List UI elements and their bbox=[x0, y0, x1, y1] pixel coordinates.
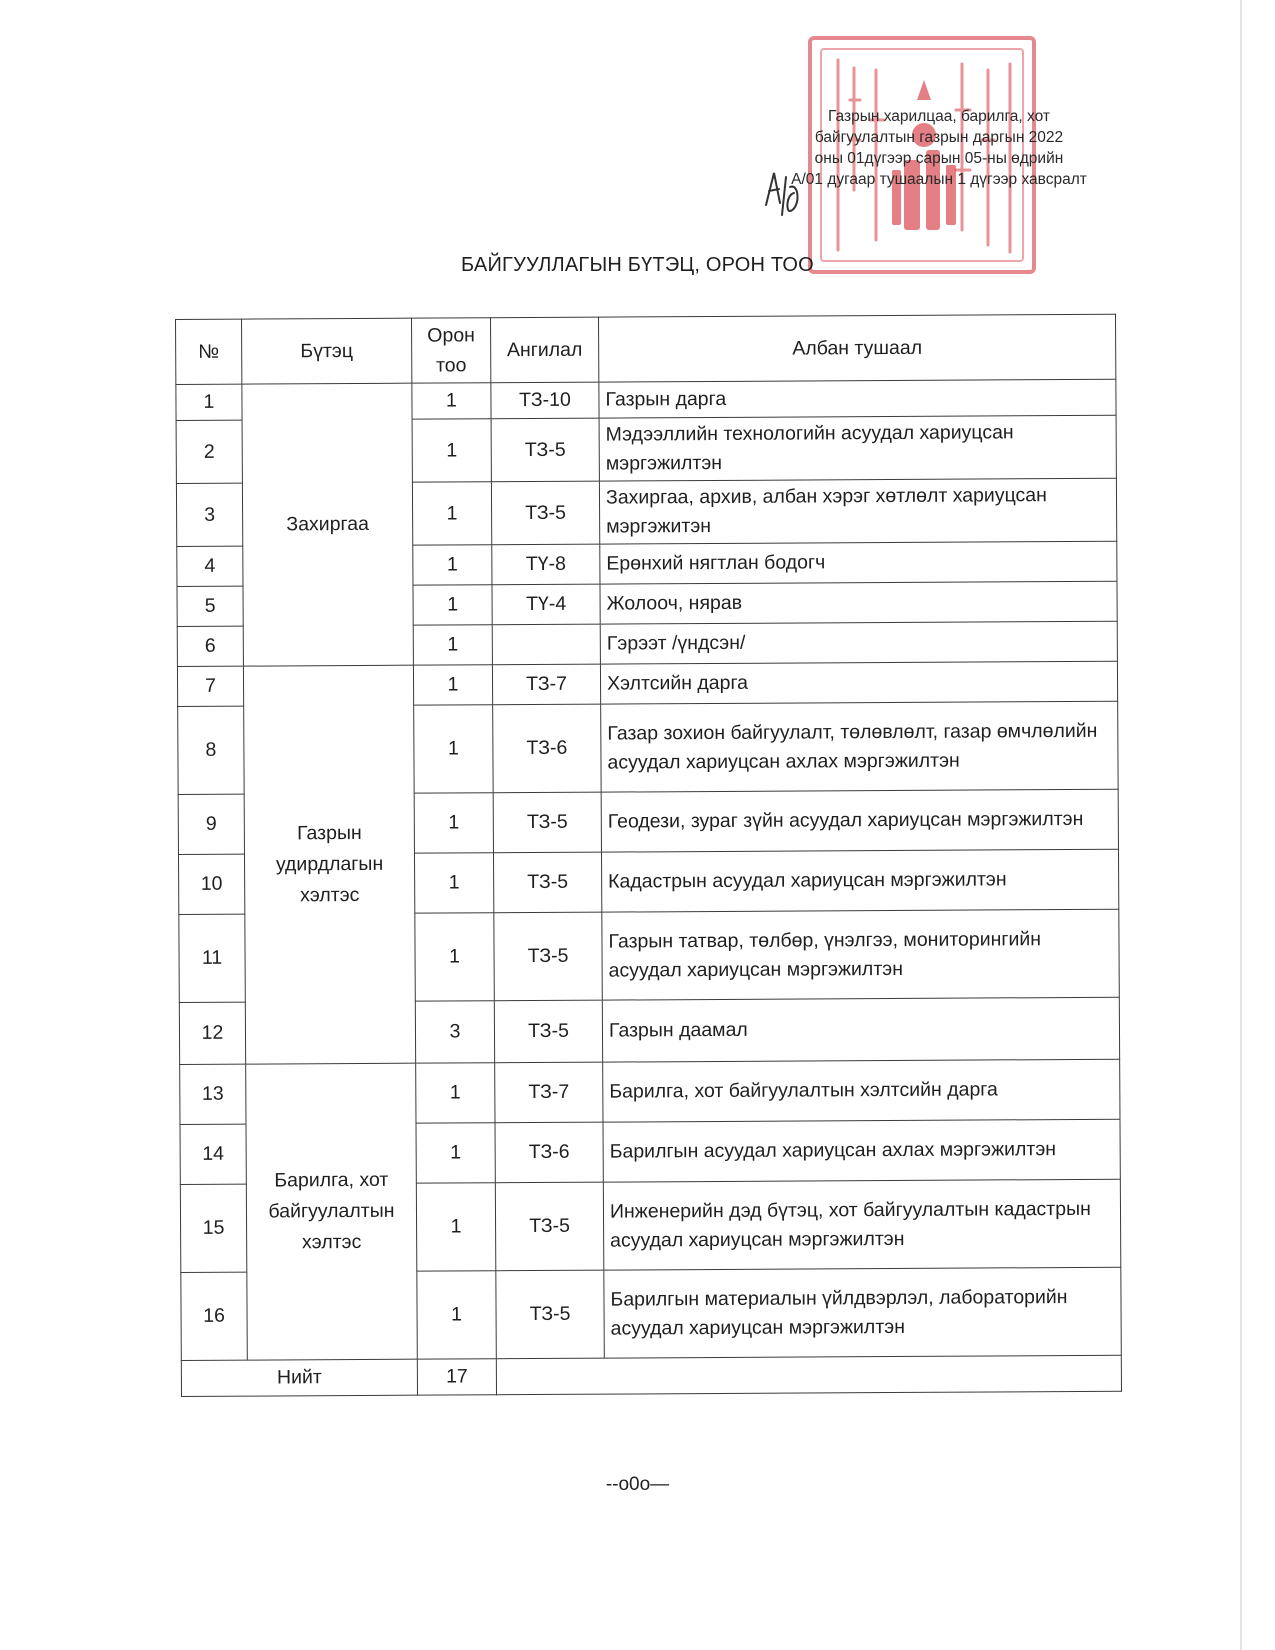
row-count: 1 bbox=[416, 1183, 495, 1271]
row-count: 1 bbox=[416, 1123, 495, 1183]
row-class: ТЗ-5 bbox=[493, 852, 601, 913]
row-count: 3 bbox=[415, 1001, 494, 1063]
row-class: ТЗ-6 bbox=[493, 704, 601, 793]
row-number: 15 bbox=[180, 1184, 246, 1272]
row-position: Газрын даамал bbox=[602, 997, 1119, 1062]
row-position: Жолооч, нярав bbox=[600, 581, 1117, 624]
row-class bbox=[492, 624, 600, 665]
row-number: 13 bbox=[180, 1064, 246, 1124]
header-class: Ангилал bbox=[490, 317, 598, 383]
row-class: ТҮ-4 bbox=[492, 584, 600, 625]
row-position: Хэлтсийн дарга bbox=[600, 661, 1117, 704]
row-class: ТЗ-5 bbox=[496, 1270, 604, 1359]
row-number: 2 bbox=[176, 420, 242, 483]
row-count: 1 bbox=[412, 482, 491, 545]
row-count: 1 bbox=[413, 545, 492, 585]
row-number: 1 bbox=[176, 384, 242, 420]
total-label: Нийт bbox=[181, 1359, 417, 1396]
row-count: 1 bbox=[413, 625, 492, 665]
row-class: ТЗ-7 bbox=[492, 664, 600, 705]
row-count: 1 bbox=[413, 665, 492, 705]
row-position: Барилгын асуудал хариуцсан ахлах мэргэжилтэн bbox=[603, 1119, 1120, 1182]
table-row bbox=[176, 379, 1116, 420]
row-position: Геодези, зураг зүйн асуудал хариуцсан мэргэжилтэн bbox=[601, 789, 1118, 852]
row-number: 6 bbox=[177, 626, 243, 666]
row-number: 5 bbox=[177, 586, 243, 626]
row-class: ТҮ-8 bbox=[492, 544, 600, 585]
unit-cell: Барилга, хот байгуулалтын хэлтэс bbox=[246, 1063, 418, 1360]
row-class: ТЗ-6 bbox=[495, 1122, 603, 1183]
header-unit: Бүтэц bbox=[242, 318, 412, 384]
row-number: 12 bbox=[179, 1002, 245, 1064]
annex-line: Газрын харилцаа, барилга, хот bbox=[828, 108, 1050, 125]
row-number: 16 bbox=[181, 1272, 247, 1360]
staff-structure-table bbox=[175, 314, 1122, 1397]
row-count: 1 bbox=[414, 853, 493, 913]
row-count: 1 bbox=[414, 793, 493, 853]
table-header-row bbox=[176, 314, 1116, 384]
unit-cell: Захиргаа bbox=[242, 383, 414, 666]
row-class: ТЗ-10 bbox=[491, 382, 599, 419]
row-number: 9 bbox=[178, 794, 244, 854]
header-position: Албан тушаал bbox=[598, 314, 1115, 382]
row-count: 1 bbox=[417, 1271, 496, 1359]
row-number: 8 bbox=[178, 706, 244, 794]
row-number: 3 bbox=[176, 483, 242, 546]
row-count: 1 bbox=[412, 383, 491, 419]
table-row bbox=[180, 1059, 1120, 1124]
row-position: Ерөнхий нягтлан бодогч bbox=[600, 541, 1117, 584]
row-count: 1 bbox=[413, 585, 492, 625]
row-position: Захиргаа, архив, албан хэрэг хөтлөлт хариуцсан мэргэжитэн bbox=[599, 478, 1116, 544]
row-class: ТЗ-5 bbox=[491, 418, 599, 482]
header-number: № bbox=[176, 319, 242, 384]
row-position: Газар зохион байгуулалт, төлөвлөлт, газар өмчлөлийн асуудал хариуцсан ахлах мэргэжилтэн bbox=[601, 701, 1118, 792]
annex-note bbox=[778, 106, 1100, 190]
row-count: 1 bbox=[415, 913, 494, 1001]
row-position: Мэдээллийн технологийн асуудал хариуцсан мэргэжилтэн bbox=[599, 415, 1116, 481]
row-class: ТЗ-5 bbox=[493, 792, 601, 853]
row-position: Газрын дарга bbox=[599, 379, 1116, 418]
row-number: 4 bbox=[177, 546, 243, 586]
scan-edge-line bbox=[1240, 0, 1242, 1650]
row-position: Барилгын материалын үйлдвэрлэл, лабораторийн асуудал хариуцсан мэргэжилтэн bbox=[604, 1267, 1121, 1358]
row-class: ТЗ-5 bbox=[495, 1182, 603, 1271]
row-position: Барилга, хот байгуулалтын хэлтсийн дарга bbox=[603, 1059, 1120, 1122]
row-number: 14 bbox=[180, 1124, 246, 1184]
total-empty-cell bbox=[496, 1355, 1121, 1394]
end-of-document-mark: --o0o— bbox=[605, 1474, 670, 1495]
row-count: 1 bbox=[416, 1063, 495, 1123]
row-count: 1 bbox=[412, 419, 491, 482]
handwritten-signature bbox=[760, 165, 820, 225]
row-class: ТЗ-7 bbox=[495, 1062, 603, 1123]
header-count: Орон тоо bbox=[411, 318, 490, 383]
document-title: БАЙГУУЛЛАГЫН БҮТЭЦ, ОРОН ТОО bbox=[461, 254, 814, 276]
row-class: ТЗ-5 bbox=[491, 481, 599, 545]
total-count: 17 bbox=[417, 1359, 496, 1395]
annex-line: А/01 дугаар тушаалын 1 дүгээр хавсралт bbox=[791, 171, 1087, 188]
row-number: 10 bbox=[178, 854, 244, 914]
row-number: 7 bbox=[177, 666, 243, 706]
row-class: ТЗ-5 bbox=[494, 1000, 602, 1063]
total-row bbox=[181, 1355, 1121, 1396]
row-position: Газрын татвар, төлбөр, үнэлгээ, мониторингийн асуудал хариуцсан мэргэжилтэн bbox=[602, 909, 1119, 1000]
row-position: Кадастрын асуудал хариуцсан мэргэжилтэн bbox=[601, 849, 1118, 912]
row-position: Гэрээт /үндсэн/ bbox=[600, 621, 1117, 664]
row-position: Инженерийн дэд бүтэц, хот байгуулалтын кадастрын асуудал хариуцсан мэргэжилтэн bbox=[603, 1179, 1120, 1270]
annex-line: оны 01дүгээр сарын 05-ны өдрийн bbox=[814, 150, 1064, 167]
annex-line: байгуулалтын газрын даргын 2022 bbox=[814, 129, 1064, 146]
row-number: 11 bbox=[179, 914, 245, 1002]
table-row bbox=[177, 661, 1117, 706]
row-class: ТЗ-5 bbox=[494, 912, 602, 1001]
row-count: 1 bbox=[414, 705, 493, 793]
unit-cell: Газрын удирдлагын хэлтэс bbox=[243, 665, 415, 1064]
